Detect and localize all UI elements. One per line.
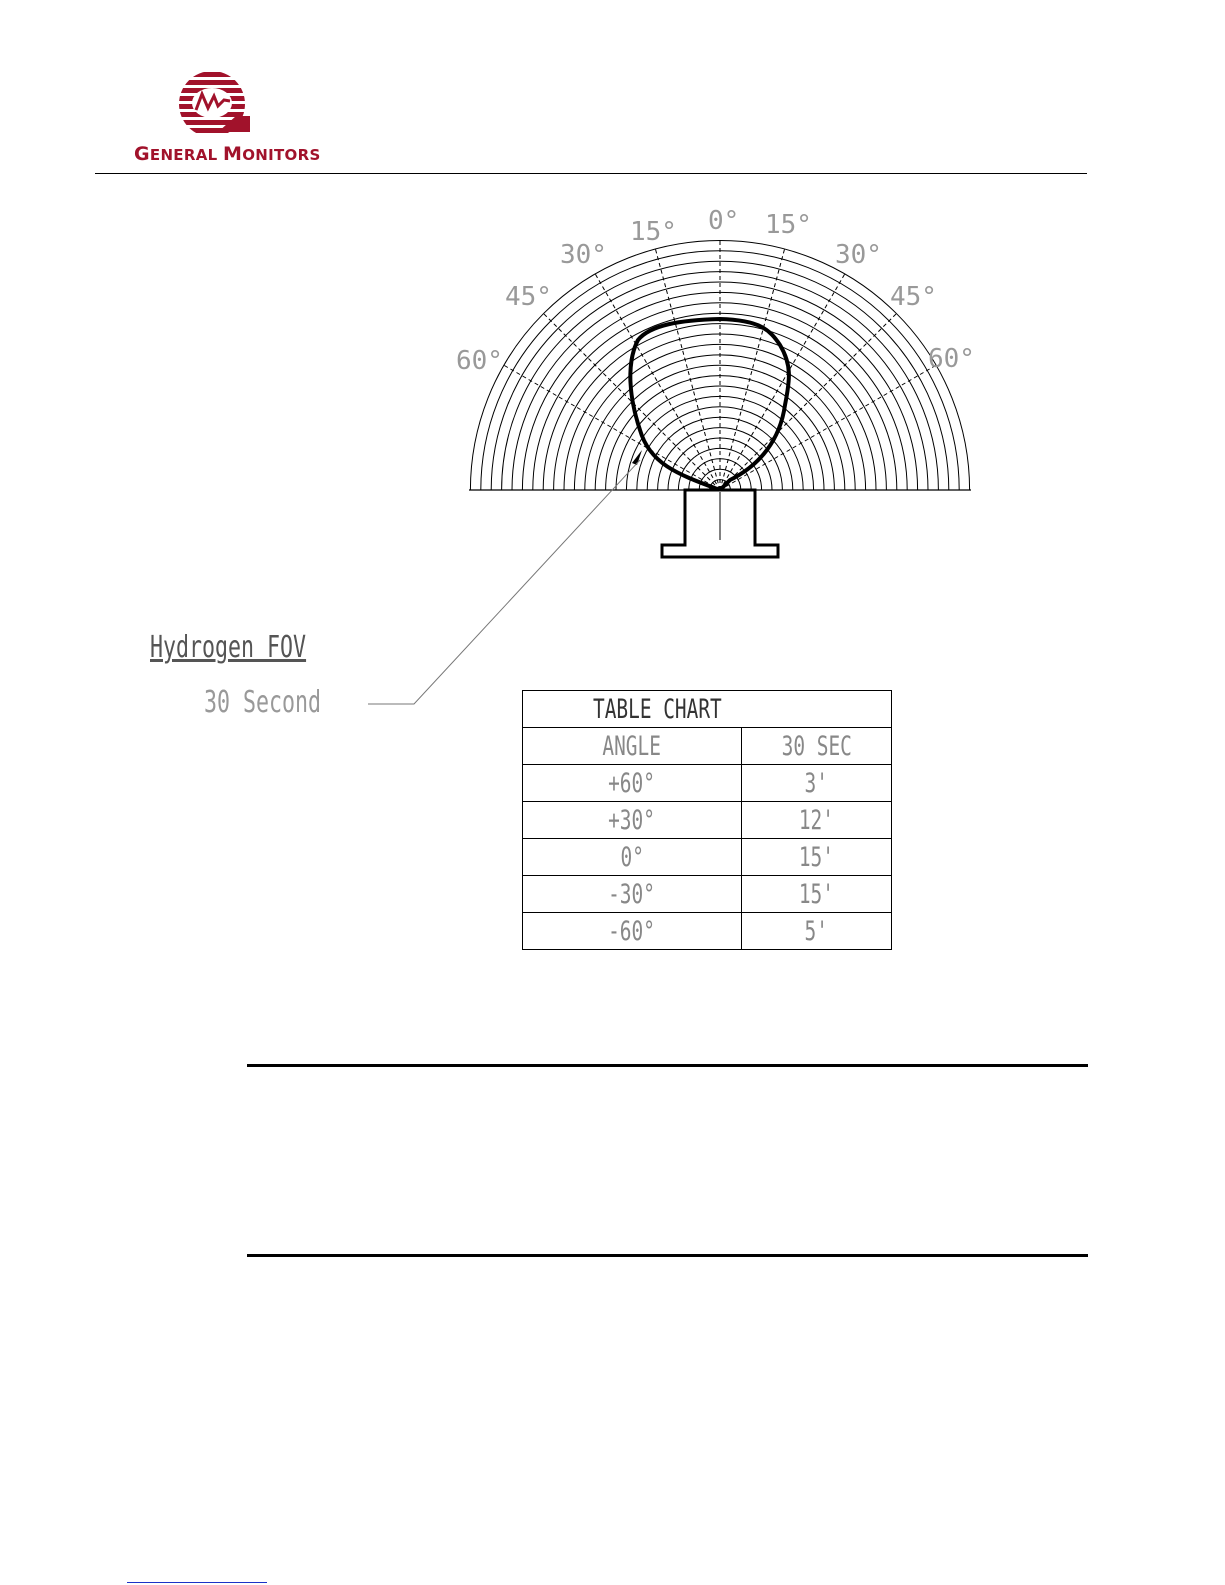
table-row <box>523 839 892 876</box>
header-30sec: 30 SEC <box>742 728 892 765</box>
angle-label-right-30: 30° <box>835 240 882 270</box>
logo-wordmark: GENERAL MONITORS <box>134 143 321 165</box>
angle-cell: 0° <box>620 841 644 873</box>
angle-cell: +60° <box>608 767 656 799</box>
distance-cell: 12' <box>798 804 835 836</box>
distance-cell: 15' <box>798 841 835 873</box>
table-row <box>523 913 892 950</box>
footer-link-underline <box>127 1582 267 1583</box>
distance-cell: 3' <box>804 767 829 799</box>
angle-label-center-0: 0° <box>708 206 740 236</box>
table-header-row <box>523 728 892 765</box>
table-row <box>523 876 892 913</box>
table-title: TABLE CHART <box>523 691 892 728</box>
angle-cell: -60° <box>608 915 656 947</box>
angle-label-right-60: 60° <box>928 344 975 374</box>
header-angle: ANGLE <box>523 728 742 765</box>
angle-label-left-45: 45° <box>505 282 552 312</box>
distance-cell: 15' <box>798 878 835 910</box>
angle-label-left-30: 30° <box>560 240 607 270</box>
angle-cell: -30° <box>608 878 656 910</box>
table-row <box>523 765 892 802</box>
table-chart <box>522 690 892 950</box>
table-row <box>523 802 892 839</box>
section-rule-lower <box>247 1254 1088 1257</box>
angle-label-left-60: 60° <box>456 346 503 376</box>
fov-subtitle: 30 Second <box>204 685 322 720</box>
fov-title: Hydrogen FOV <box>150 630 307 665</box>
angle-label-right-45: 45° <box>890 282 937 312</box>
angle-label-right-15: 15° <box>765 210 812 240</box>
section-rule-upper <box>247 1064 1088 1067</box>
angle-cell: +30° <box>608 804 656 836</box>
distance-cell: 5' <box>804 915 829 947</box>
angle-label-left-15: 15° <box>630 217 677 247</box>
